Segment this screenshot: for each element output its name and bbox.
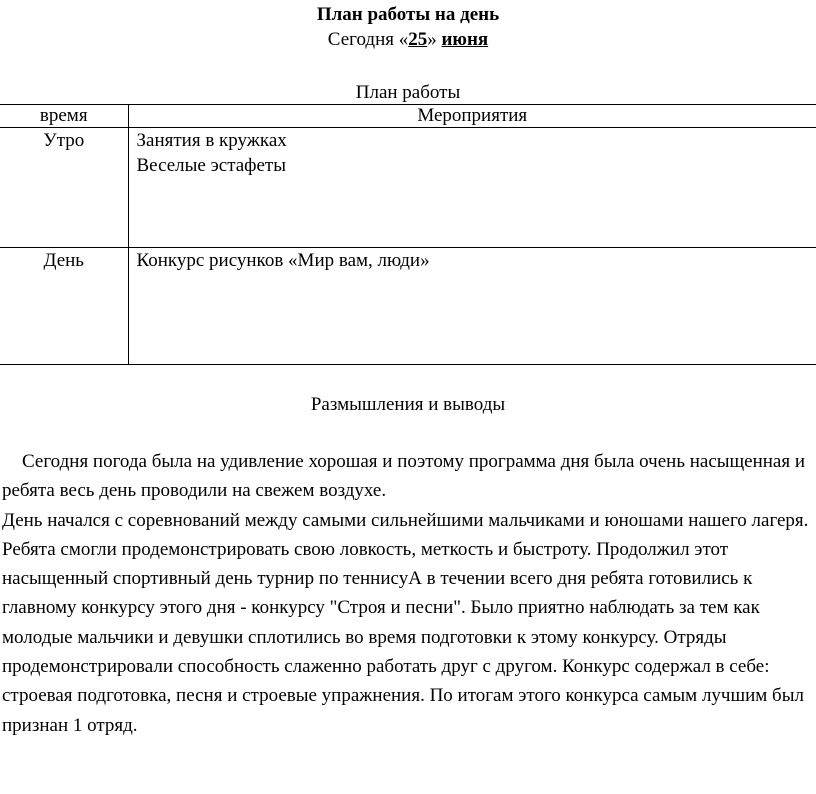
date-month: июня — [441, 29, 489, 50]
table-row — [0, 248, 816, 365]
paragraph: День начался с соревнований между самыми сильнейшими мальчиками и юношами нашего лагеря. Ребята смогли продемонстрировать свою ловкость, меткость и быстроту. Продолжил этот насыщенный спортивный день турнир по теннисуА в течении всего дня ребята готовились к главному конкурсу этого дня - конкурсу "Строя и песни". Было приятно наблюдать за тем как молодые мальчики и девушки сплотились во время подготовки к этому конкурсу. Отряды продемонстрировали способность слаженно работать друг с другом. Конкурс содержал в себе: строевая подготовка, песня и строевые упражнения. По итогам этого конкурса самым лучшим был признан 1 отряд. — [2, 509, 809, 736]
time-cell: Утро — [0, 128, 128, 248]
date-line — [0, 29, 816, 51]
events-cell — [128, 248, 816, 365]
document-title: План работы на день — [316, 4, 500, 25]
time-cell: День — [0, 248, 128, 365]
date-day: 25 — [408, 29, 428, 50]
column-header-events: Мероприятия — [128, 105, 816, 128]
paragraph: Сегодня погода была на удивление хорошая и поэтому программа дня была очень насыщенная и ребята весь день проводили на свежем воздухе. — [2, 451, 806, 502]
date-mid: » — [427, 29, 442, 50]
event-item: Веселые эстафеты — [136, 155, 286, 176]
plan-heading: План работы — [355, 82, 461, 103]
event-item: Конкурс рисунков «Мир вам, люди» — [136, 250, 430, 271]
table-header-row — [0, 105, 816, 128]
column-header-time: время — [0, 105, 128, 128]
events-cell — [128, 128, 816, 248]
reflection-body — [2, 447, 814, 740]
reflection-heading: Размышления и выводы — [310, 394, 506, 415]
plan-table — [0, 104, 816, 365]
event-item: Занятия в кружках — [136, 130, 287, 151]
table-row — [0, 128, 816, 248]
date-prefix: Сегодня « — [327, 29, 409, 50]
